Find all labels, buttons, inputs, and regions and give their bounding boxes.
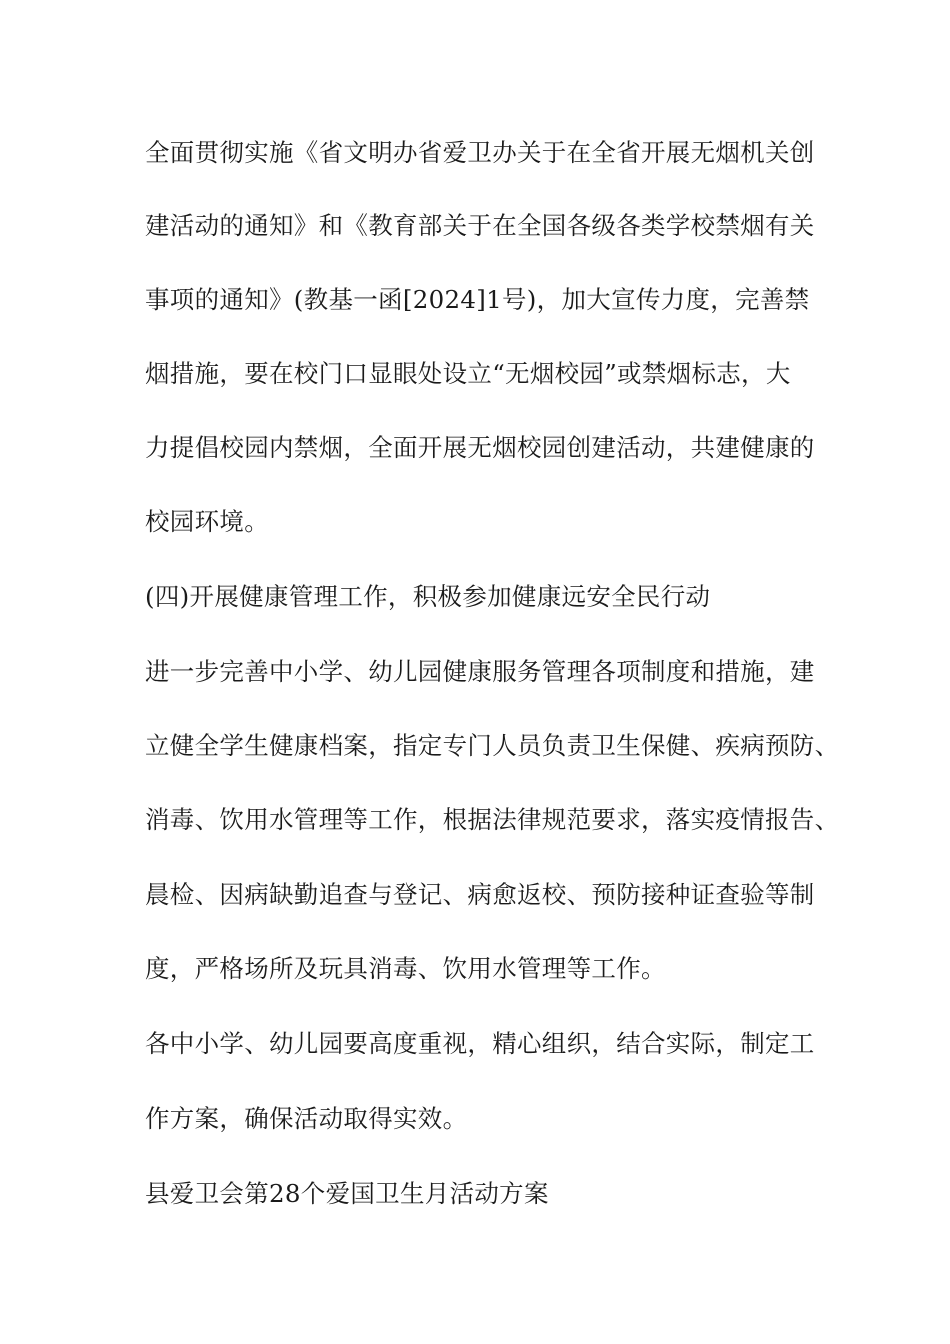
paragraph-line: 校园环境。	[145, 507, 269, 536]
paragraph-line: 力提倡校园内禁烟，全面开展无烟校园创建活动，共建健康的	[145, 433, 815, 462]
paragraph-line: 进一步完善中小学、幼儿园健康服务管理各项制度和措施，建	[145, 657, 815, 686]
paragraph-line: 事项的通知》(教基一函[2024]1号)，加大宣传力度，完善禁	[145, 285, 810, 314]
document-title: 县爱卫会第28个爱国卫生月活动方案	[145, 1179, 549, 1208]
paragraph-line: 全面贯彻实施《省文明办省爱卫办关于在全省开展无烟机关创	[145, 138, 815, 167]
paragraph-line: 晨检、因病缺勤追查与登记、病愈返校、预防接种证查验等制	[145, 880, 815, 909]
paragraph-line: 消毒、饮用水管理等工作，根据法律规范要求，落实疫情报告、	[145, 805, 840, 834]
paragraph-line: 作方案，确保活动取得实效。	[145, 1104, 468, 1133]
paragraph-line: 度，严格场所及玩具消毒、饮用水管理等工作。	[145, 954, 666, 983]
paragraph-line: 各中小学、幼儿园要高度重视，精心组织，结合实际，制定工	[145, 1029, 815, 1058]
paragraph-line: 烟措施，要在校门口显眼处设立“无烟校园”或禁烟标志，大	[145, 359, 791, 388]
section-heading: (四)开展健康管理工作，积极参加健康远安全民行动	[145, 582, 711, 611]
paragraph-line: 建活动的通知》和《教育部关于在全国各级各类学校禁烟有关	[145, 211, 815, 240]
paragraph-line: 立健全学生健康档案，指定专门人员负责卫生保健、疾病预防、	[145, 731, 840, 760]
